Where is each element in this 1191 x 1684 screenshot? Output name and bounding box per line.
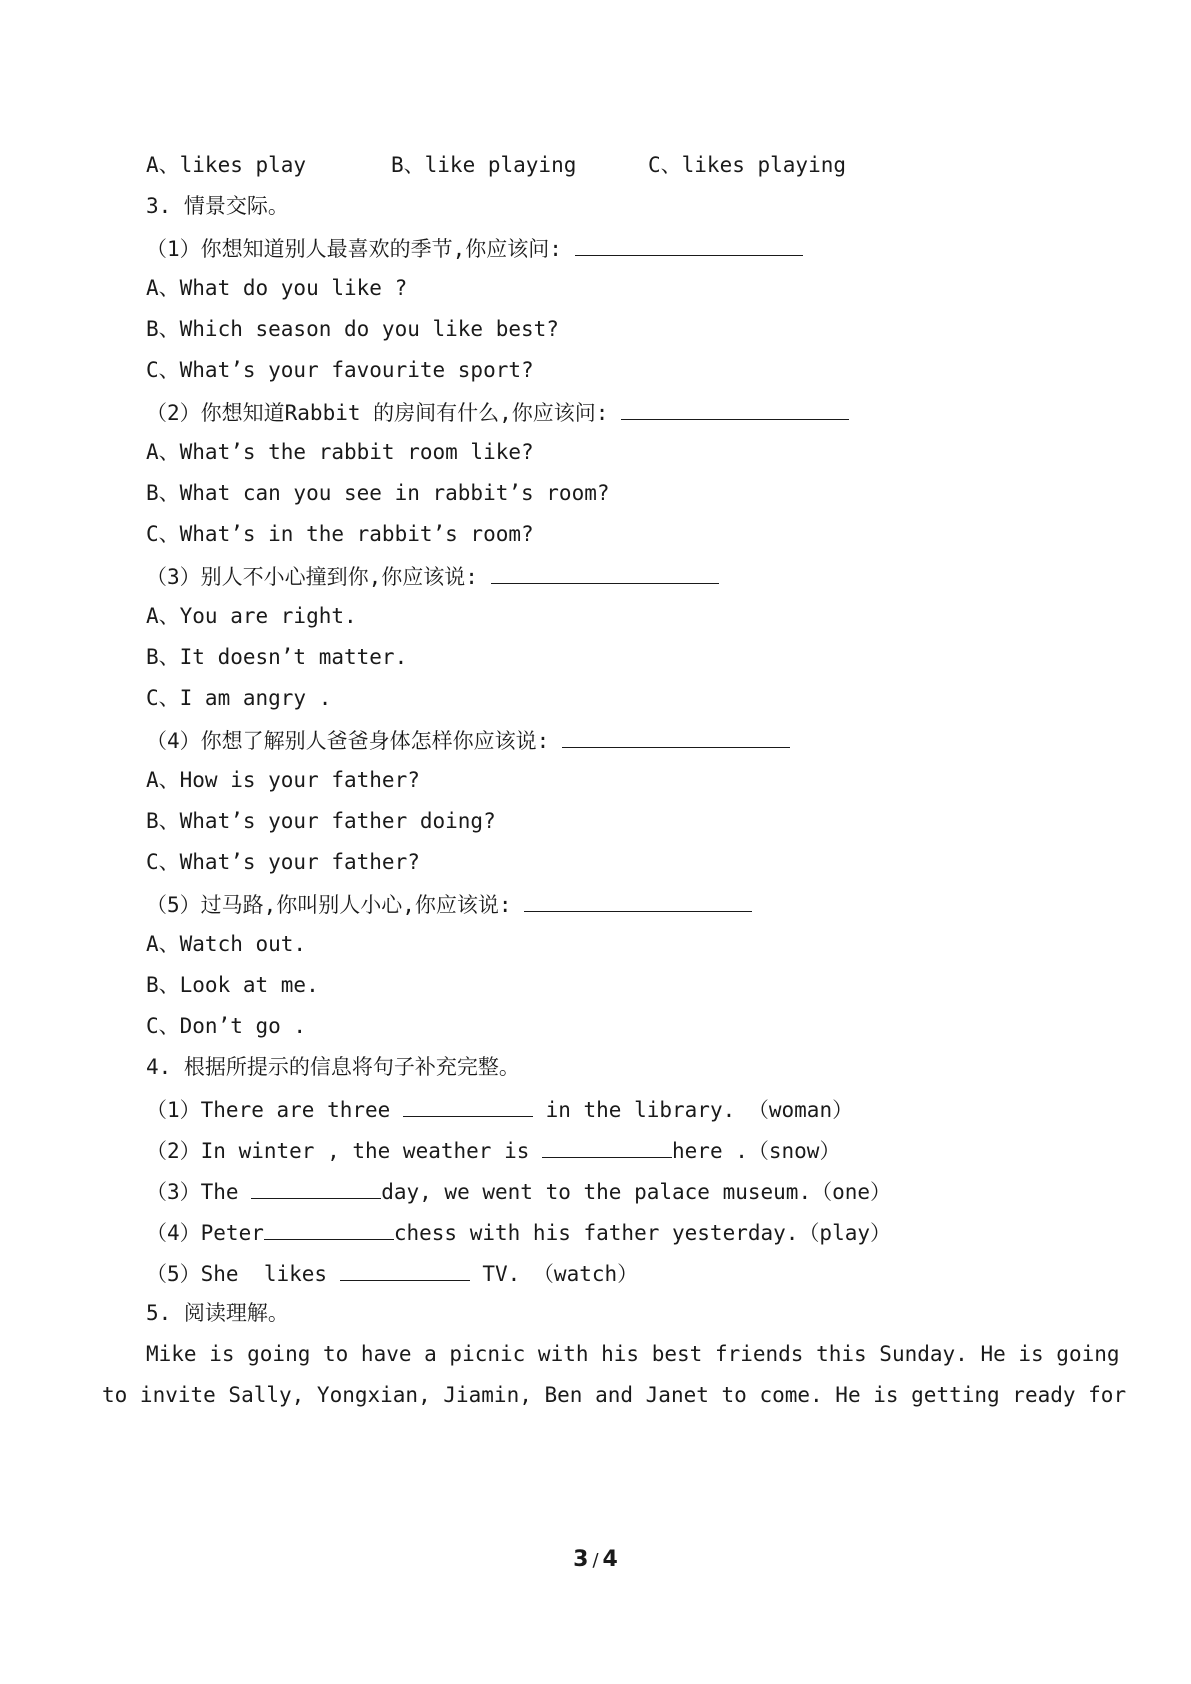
- q3-item-1-option-c: C、What’s your favourite sport?: [146, 358, 534, 382]
- q3-item-3-prompt: （3）别人不小心撞到你,你应该说:: [146, 561, 719, 589]
- q3-item-3-option-b: B、It doesn’t matter.: [146, 645, 408, 669]
- q2-options-row: [0, 151, 847, 179]
- q4-item-4: （4）Peter chess with his father yesterday.（play）: [146, 1217, 891, 1245]
- q3-item-1-prompt: （1）你想知道别人最喜欢的季节,你应该问:: [146, 233, 803, 261]
- q3-item-5-option-c: C、Don’t go .: [146, 1014, 307, 1038]
- q3-item-1-option-b: B、Which season do you like best?: [146, 317, 559, 341]
- q4-item-2: （2）In winter , the weather is here .（snow）: [146, 1135, 840, 1163]
- q2-option-a: A、likes play: [146, 153, 307, 177]
- q3-item-2-option-a: A、What’s the rabbit room like?: [146, 440, 534, 464]
- q3-item-4-option-a: A、How is your father?: [146, 768, 420, 792]
- q2-option-b: B、like playing: [391, 153, 577, 177]
- q3-item-2-option-b: B、What can you see in rabbit’s room?: [146, 481, 610, 505]
- answer-blank[interactable]: [542, 1135, 672, 1158]
- answer-blank[interactable]: [491, 561, 719, 584]
- answer-blank[interactable]: [562, 725, 790, 748]
- answer-blank[interactable]: [575, 233, 803, 256]
- q3-item-4-prompt: （4）你想了解别人爸爸身体怎样你应该说:: [146, 725, 790, 753]
- answer-blank[interactable]: [340, 1258, 470, 1281]
- q2-option-c: C、likes playing: [648, 153, 847, 177]
- q3-item-5-option-a: A、Watch out.: [146, 932, 307, 956]
- answer-blank[interactable]: [264, 1217, 394, 1240]
- q3-item-2-prompt: （2）你想知道Rabbit 的房间有什么,你应该问:: [146, 397, 849, 425]
- q3-item-1-option-a: A、What do you like ?: [146, 276, 408, 300]
- q4-item-1: （1）There are three in the library. （woman）: [146, 1094, 853, 1122]
- q5-heading: 5. 阅读理解。: [146, 1301, 289, 1325]
- q3-item-2-option-c: C、What’s in the rabbit’s room?: [146, 522, 534, 546]
- answer-blank[interactable]: [251, 1176, 381, 1199]
- q5-passage-line-1: Mike is going to have a picnic with his best friends this Sunday. He is going: [146, 1342, 1120, 1366]
- page-current: 3: [573, 1547, 589, 1572]
- q3-item-3-option-a: A、You are right.: [146, 604, 357, 628]
- q3-heading: 3. 情景交际。: [146, 194, 289, 218]
- answer-blank[interactable]: [621, 397, 849, 420]
- q3-item-4-option-b: B、What’s your father doing?: [146, 809, 496, 833]
- q3-item-3-option-c: C、I am angry .: [146, 686, 332, 710]
- q4-heading: 4. 根据所提示的信息将句子补充完整。: [146, 1055, 520, 1079]
- q3-item-5-prompt: （5）过马路,你叫别人小心,你应该说:: [146, 889, 752, 917]
- q4-item-5: （5）She likes TV. （watch）: [146, 1258, 638, 1286]
- answer-blank[interactable]: [524, 889, 752, 912]
- q3-item-4-option-c: C、What’s your father?: [146, 850, 420, 874]
- q3-item-5-option-b: B、Look at me.: [146, 973, 319, 997]
- page-separator: /: [592, 1550, 599, 1571]
- q5-passage-line-2: to invite Sally, Yongxian, Jiamin, Ben and Janet to come. He is getting ready for: [102, 1383, 1127, 1407]
- q4-item-3: （3）The day, we went to the palace museum.（one）: [146, 1176, 891, 1204]
- page-number: [0, 1546, 1191, 1575]
- page-total: 4: [602, 1547, 618, 1572]
- answer-blank[interactable]: [403, 1094, 533, 1117]
